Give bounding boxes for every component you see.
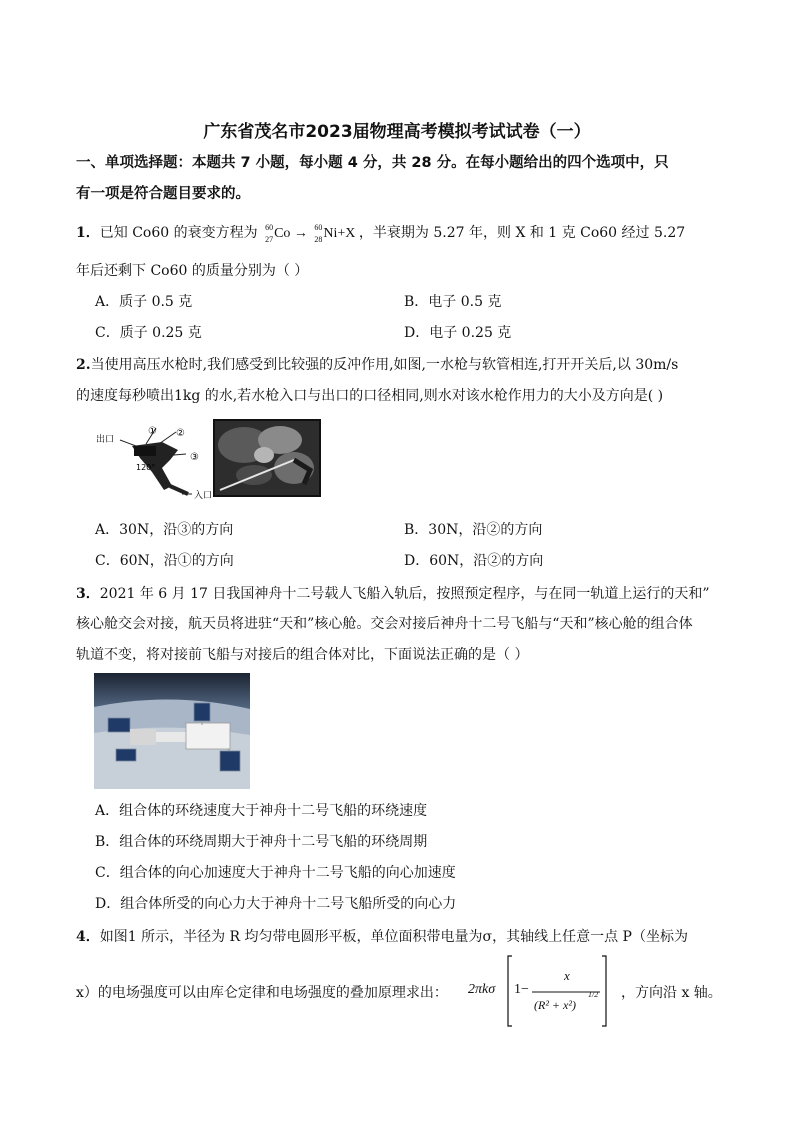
formula-one-minus: 1− [514,982,529,997]
formula-denominator: (R² + x²) [534,998,576,1012]
q2-option-d[interactable] [404,550,543,570]
q4-line-2a: x）的电场强度可以由库仑定律和电场强度的叠加原理求出： [76,985,448,1001]
section-heading [76,148,726,210]
circle-2: ② [176,428,185,439]
spacecraft-photo [94,673,250,789]
q2-line-1 [76,354,678,374]
option-text: 60N，沿①的方向 [119,553,234,569]
option-label: D． [404,325,430,341]
option-text: 电子 0.5 克 [428,294,502,310]
q1-option-c[interactable] [95,322,202,342]
page-title: 广东省茂名市2023届物理高考模拟考试试卷（一） [203,122,591,142]
option-text: 30N，沿③的方向 [119,522,234,538]
q4-number: 4． [76,929,100,945]
option-text: 电子 0.25 克 [429,325,512,341]
q3-number: 3． [76,586,100,602]
q3-line-1 [76,583,710,603]
section-heading-line-2: 有一项是符合题目要求的。 [76,186,250,202]
option-label: A． [95,522,120,538]
formula-exponent: 1/2 [588,990,599,999]
option-label: D． [95,896,121,912]
q3-line-3: 轨道不变，将对接前飞船与对接后的组合体对比，下面说法正确的是（ ） [76,647,529,663]
q3-text-1: 2021 年 6 月 17 日我国神舟十二号载人飞船入轨后，按照预定程序，与在同一轨道上运行的天和” [99,586,710,602]
inlet-label: 入口 [194,491,213,501]
angle-label: 120° [136,463,156,472]
q2-option-c[interactable] [95,550,234,570]
option-label: D． [404,553,430,569]
circle-1: ① [148,426,157,437]
option-text: 质子 0.5 克 [119,294,193,310]
q1-ni: Ni [323,226,338,241]
q1-option-b[interactable] [404,291,501,311]
q1-option-a[interactable] [95,291,192,311]
q3-line-2: 核心舱交会对接，航天员将进驻“天和”核心舱。交会对接后神舟十二号飞船与“天和”核心舱的组合体 [76,616,693,632]
q1-line-2: 年后还剩下 Co60 的质量分别为（ ） [76,263,309,279]
option-label: B． [404,522,429,538]
option-label: B． [95,834,120,850]
q1-co: Co [274,226,291,241]
q2-line-2: 的速度每秒喷出1kg 的水,若水枪入口与出口的口径相同,则水对该水枪作用力的大小及方向是( ) [76,388,664,404]
formula-prefix: 2πkσ [468,982,496,997]
q1-number: 1． [76,225,100,241]
q1-x: +X [337,226,356,241]
q1-co-z: 27 [265,235,274,244]
option-text: 组合体所受的向心力大于神舟十二号飞船所受的向心力 [120,896,457,912]
q4-text-1: 如图1 所示，半径为 R 均匀带电圆形平板，单位面积带电量为σ，其轴线上任意一点 P（坐标为 [99,929,688,945]
q1-text-a: 已知 Co60 的衰变方程为 [99,225,263,241]
option-text: 30N，沿②的方向 [428,522,543,538]
q1-co-mass: 60 [265,223,274,232]
q4-line-1 [76,926,688,946]
q2-number: 2. [76,357,91,373]
q1-arrow: → [293,226,308,241]
water-gun-photo [214,420,320,496]
q1-option-d[interactable] [404,322,511,342]
section-heading-line-1: 一、单项选择题：本题共 7 小题，每小题 4 分，共 28 分。在每小题给出的四个选项中，只 [76,155,669,171]
option-text: 组合体的向心加速度大于神舟十二号飞船的向心加速度 [119,865,456,881]
q3-option-c[interactable] [95,862,456,882]
q1-decay-equation [262,223,359,244]
q1-line-1 [76,222,685,242]
option-text: 组合体的环绕速度大于神舟十二号飞船的环绕速度 [119,803,428,819]
q1-ni-mass: 60 [314,223,323,232]
water-gun-diagram [92,420,213,501]
q3-option-b[interactable] [95,831,427,851]
q1-text-b: ，半衰期为 5.27 年，则 X 和 1 克 Co60 经过 5.27 [358,225,686,241]
option-text: 质子 0.25 克 [119,325,202,341]
option-label: C． [95,553,120,569]
outlet-label: 出口 [96,435,115,445]
q3-option-a[interactable] [95,800,427,820]
circle-3: ③ [190,452,199,463]
q2-text-1: 当使用高压水枪时,我们感受到比较强的反冲作用,如图,一水枪与软管相连,打开开关后,以 30m/s [90,357,679,373]
option-text: 组合体的环绕周期大于神舟十二号飞船的环绕周期 [119,834,428,850]
q4-field-formula [468,954,618,1028]
option-label: C． [95,865,120,881]
option-label: B． [404,294,429,310]
option-label: A． [95,803,120,819]
q4-line-2b: ，方向沿 x 轴。 [621,985,722,1001]
option-label: C． [95,325,120,341]
option-label: A． [95,294,120,310]
q3-option-d[interactable] [95,893,456,913]
q1-ni-z: 28 [314,235,323,244]
q2-option-b[interactable] [404,519,542,539]
formula-numerator: x [564,968,570,983]
option-text: 60N，沿②的方向 [429,553,544,569]
q2-option-a[interactable] [95,519,233,539]
